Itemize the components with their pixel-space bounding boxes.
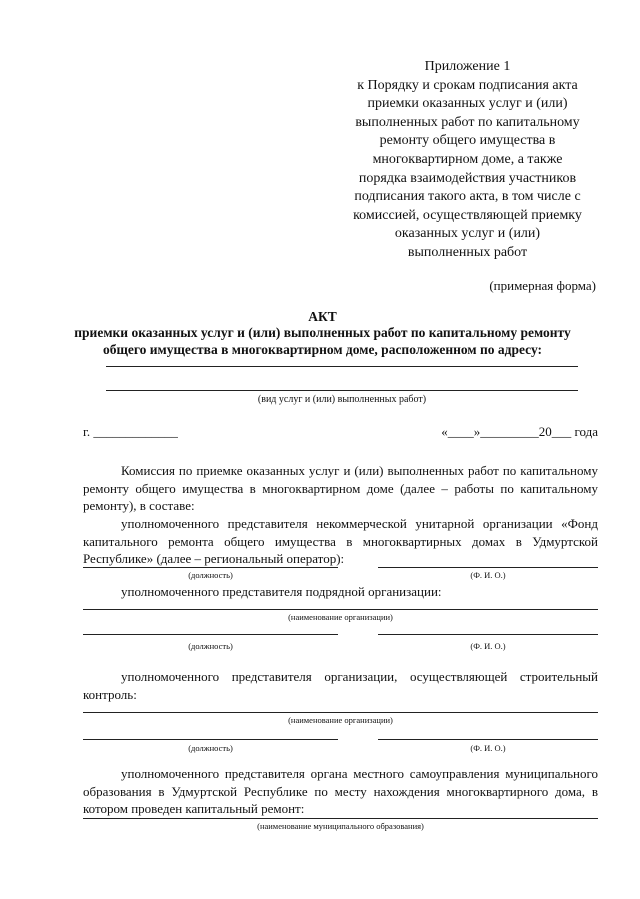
address-line: [106, 366, 578, 367]
contractor-org-line: [83, 609, 598, 610]
annex-block: [340, 58, 595, 263]
annex-line: выполненных работ по капитальному: [355, 114, 580, 130]
annex-title: Приложение 1: [424, 59, 511, 74]
annex-line: приемки оказанных услуг и (или): [367, 96, 568, 112]
fio-line: [378, 567, 598, 568]
position-caption: (должность): [188, 743, 233, 753]
annex-line: многоквартирном доме, а также: [372, 151, 563, 167]
annex-line: к Порядку и срокам подписания акта: [357, 77, 578, 93]
position-line: [83, 567, 338, 568]
form-note: (примерная форма): [489, 278, 596, 293]
act-subtitle-line1: приемки оказанных услуг и (или) выполненных работ по капитальному ремонту: [74, 325, 571, 340]
local-government-paragraph: уполномоченного представителя органа местного самоуправления муниципального образования в Удмуртской Республике по месту нахождения многоквартирного дома, в котором проведен капитальный ремонт:: [83, 766, 598, 816]
services-line: [106, 390, 578, 391]
annex-line: порядка взаимодействия участников: [358, 170, 577, 186]
date-field: «____»_________20___ года: [441, 424, 598, 439]
org-name-caption: (наименование организации): [288, 715, 393, 725]
position-line: [83, 634, 338, 635]
position-caption: (должность): [188, 641, 233, 651]
control-org-line: [83, 712, 598, 713]
act-title: АКТ: [308, 309, 337, 324]
place-field: г. _____________: [83, 424, 178, 439]
fio-caption: (Ф. И. О.): [470, 641, 506, 651]
construction-control-paragraph: уполномоченного представителя организации, осуществляющей строительный контроль:: [83, 669, 598, 702]
position-caption: (должность): [188, 570, 233, 580]
contractor-label: уполномоченного представителя подрядной организации:: [121, 584, 442, 599]
annex-line: оказанных услуг и (или): [394, 226, 541, 242]
annex-line: выполненных работ: [407, 244, 528, 260]
annex-line: комиссией, осуществляющей приемку: [353, 207, 582, 223]
annex-line: подписания такого акта, в том числе с: [354, 189, 581, 205]
commission-paragraph: Комиссия по приемке оказанных услуг и (или) выполненных работ по капитальному ремонту общего имущества в многоквартирном доме (далее – работы по капитальному ремонту), в составе:: [83, 463, 598, 513]
services-caption: (вид услуг и (или) выполненных работ): [257, 394, 427, 405]
fio-caption: (Ф. И. О.): [470, 743, 506, 753]
regional-operator-paragraph: уполномоченного представителя некоммерческой унитарной организации «Фонд капитального ремонта общего имущества в многоквартирных домах в Удмуртской Республике» (далее – региональный оператор):: [83, 516, 598, 566]
fio-caption: (Ф. И. О.): [470, 570, 506, 580]
fio-line: [378, 634, 598, 635]
municipality-caption: (наименование муниципального образования): [257, 821, 424, 831]
municipality-line: [83, 818, 598, 819]
annex-line: ремонту общего имущества в: [379, 133, 556, 149]
act-subtitle-line2: общего имущества в многоквартирном доме, расположенном по адресу:: [102, 342, 543, 357]
fio-line: [378, 739, 598, 740]
org-name-caption: (наименование организации): [288, 612, 393, 622]
position-line: [83, 739, 338, 740]
